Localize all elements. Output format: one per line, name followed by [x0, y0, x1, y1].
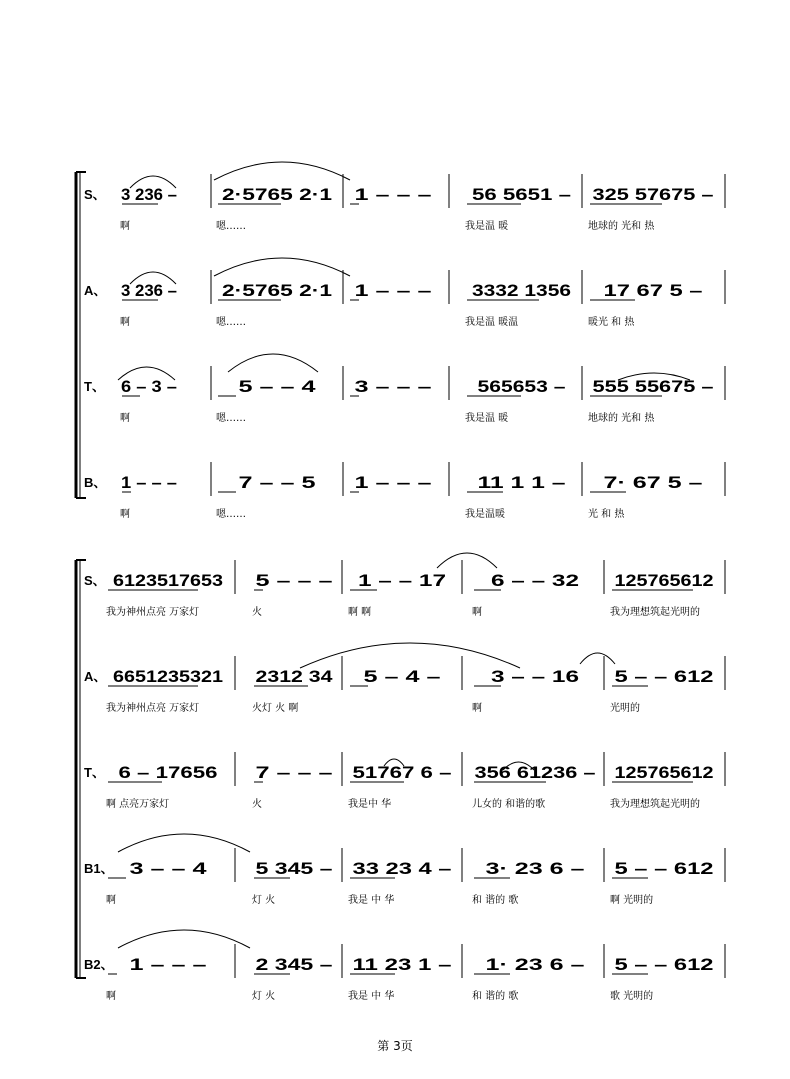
- lyric: 我是温 暖: [465, 413, 509, 424]
- jianpu-notes: 125765612: [614, 571, 714, 590]
- jianpu-notes: 3 – – –: [354, 377, 432, 396]
- jianpu-notes: 7· 67 5 –: [603, 473, 703, 492]
- part-label: T、: [84, 379, 105, 394]
- jianpu-notes: 356 61236 –: [474, 763, 596, 782]
- jianpu-notes: 6651235321: [113, 667, 223, 686]
- lyric: 啊: [106, 895, 116, 906]
- lyric: 啊: [120, 221, 130, 232]
- lyric: 我是温 暖温: [465, 317, 519, 328]
- part-label: A、: [84, 283, 107, 298]
- jianpu-notes: 1 – – –: [354, 473, 432, 492]
- part-label: S、: [84, 187, 106, 202]
- jianpu-notes: 3· 23 6 –: [485, 859, 585, 878]
- lyric: 火: [252, 607, 262, 618]
- lyric: 嗯……: [216, 413, 246, 424]
- lyric: 我为神州点亮 万家灯: [106, 703, 200, 714]
- jianpu-notes: 555 55675 –: [592, 377, 714, 396]
- lyric: 啊 啊: [348, 607, 372, 618]
- jianpu-notes: 1 – – –: [129, 955, 207, 974]
- lyric: 儿女的 和谐的歌: [472, 799, 546, 810]
- jianpu-notes: 5 – – 4: [238, 377, 317, 396]
- jianpu-notes: 565653 –: [477, 377, 566, 396]
- lyric: 啊: [120, 413, 130, 424]
- slur: [214, 162, 350, 180]
- jianpu-notes: 5 – 4 –: [363, 667, 441, 686]
- slur: [228, 354, 318, 372]
- lyric: 嗯……: [216, 221, 246, 232]
- lyric: 啊: [106, 991, 116, 1002]
- jianpu-notes: 5 – – –: [255, 571, 333, 590]
- part-label: A、: [84, 669, 107, 684]
- jianpu-notes: 1 – – –: [354, 185, 432, 204]
- lyric: 火: [252, 799, 262, 810]
- lyric: 我是中 华: [348, 799, 392, 810]
- lyric: 啊: [120, 509, 130, 520]
- part-label: B2、: [84, 957, 114, 972]
- jianpu-notes: 1 – – 17: [358, 571, 446, 590]
- lyric: 地球的 光和 热: [588, 413, 655, 424]
- lyric: 我是 中 华: [348, 991, 395, 1002]
- jianpu-notes: 51767 6 –: [352, 763, 452, 782]
- lyric: 我是温 暖: [465, 221, 509, 232]
- jianpu-notes: 2·5765 2·1: [222, 281, 332, 300]
- jianpu-notes: 2312 34: [255, 667, 334, 686]
- jianpu-notes: 2·5765 2·1: [222, 185, 332, 204]
- lyric: 啊: [120, 317, 130, 328]
- slur: [214, 258, 350, 276]
- lyric: 我是 中 华: [348, 895, 395, 906]
- lyric: 我为理想筑起光明的: [610, 607, 700, 618]
- jianpu-notes: 325 57675 –: [592, 185, 714, 204]
- jianpu-notes: 11 23 1 –: [352, 955, 452, 974]
- lyric: 啊 点亮万家灯: [106, 799, 170, 810]
- lyric: 啊 光明的: [610, 895, 654, 906]
- slur: [437, 553, 497, 568]
- page-number: 第 3页: [377, 1039, 413, 1053]
- lyric: 我为神州点亮 万家灯: [106, 607, 200, 618]
- jianpu-notes: 56 5651 –: [472, 185, 571, 204]
- part-label: B1、: [84, 861, 114, 876]
- part-label: B、: [84, 475, 107, 490]
- lyric: 和 谐的 歌: [472, 991, 519, 1002]
- slur: [118, 834, 250, 852]
- jianpu-notes: 1 – – –: [121, 473, 177, 492]
- lyric: 火灯 火 啊: [252, 703, 299, 714]
- jianpu-notes: 6123517653: [113, 571, 223, 590]
- lyric: 我是温暖: [465, 509, 505, 520]
- jianpu-notes: 3 – – 4: [129, 859, 208, 878]
- lyric: 暖光 和 热: [588, 317, 635, 328]
- jianpu-notes: 6 – – 32: [491, 571, 579, 590]
- slur: [118, 930, 250, 948]
- slur: [580, 653, 615, 664]
- jianpu-notes: 7 – – –: [255, 763, 333, 782]
- jianpu-notes: 3 – – 16: [491, 667, 579, 686]
- jianpu-notes: 1 – – –: [354, 281, 432, 300]
- lyric: 啊: [472, 607, 482, 618]
- jianpu-notes: 5 345 –: [255, 859, 333, 878]
- jianpu-notes: 5 – – 612: [614, 667, 714, 686]
- lyric: 我为理想筑起光明的: [610, 799, 700, 810]
- jianpu-notes: 33 23 4 –: [352, 859, 452, 878]
- jianpu-notes: 1· 23 6 –: [485, 955, 585, 974]
- lyric: 地球的 光和 热: [588, 221, 655, 232]
- jianpu-notes: 7 – – 5: [238, 473, 316, 492]
- lyric: 嗯……: [216, 317, 246, 328]
- jianpu-notes: 17 67 5 –: [603, 281, 703, 300]
- lyric: 歌 光明的: [610, 991, 654, 1002]
- jianpu-notes: 3 236 –: [121, 281, 177, 300]
- part-label: S、: [84, 573, 106, 588]
- jianpu-notes: 11 1 1 –: [477, 473, 566, 492]
- part-label: T、: [84, 765, 105, 780]
- lyric: 灯 火: [252, 895, 276, 906]
- lyric: 和 谐的 歌: [472, 895, 519, 906]
- lyric: 嗯……: [216, 509, 246, 520]
- lyric: 光明的: [610, 703, 640, 714]
- jianpu-notes: 125765612: [614, 763, 714, 782]
- jianpu-notes: 6 – 3 –: [121, 377, 177, 396]
- lyric: 灯 火: [252, 991, 276, 1002]
- jianpu-notes: 2 345 –: [255, 955, 333, 974]
- lyric: 啊: [472, 703, 482, 714]
- jianpu-notes: 5 – – 612: [614, 955, 714, 974]
- jianpu-notes: 5 – – 612: [614, 859, 714, 878]
- slur: [300, 643, 520, 668]
- jianpu-notes: 3332 1356: [472, 281, 571, 300]
- jianpu-notes: 6 – 17656: [118, 763, 218, 782]
- lyric: 光 和 热: [588, 509, 625, 520]
- jianpu-notes: 3 236 –: [121, 185, 177, 204]
